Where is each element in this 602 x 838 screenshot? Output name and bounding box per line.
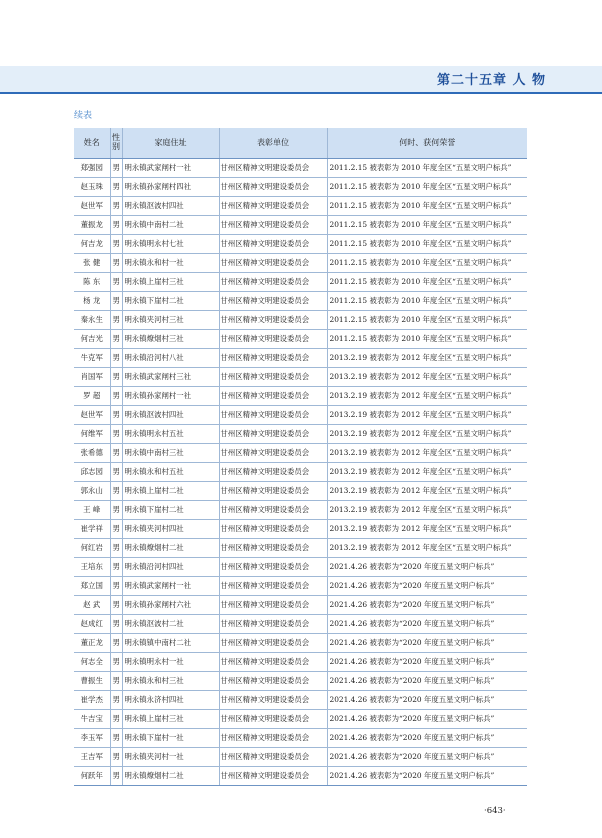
cell-unit: 甘州区精神文明建设委员会 xyxy=(219,482,327,501)
cell-unit: 甘州区精神文明建设委员会 xyxy=(219,349,327,368)
cell-name: 肖国军 xyxy=(74,368,110,387)
cell-honor: 2011.2.15 被表彰为 2010 年度全区“五星文明户标兵” xyxy=(327,273,527,292)
table-row xyxy=(74,178,527,197)
col-header-gender: 性别 xyxy=(110,128,122,159)
cell-gender: 男 xyxy=(110,520,122,539)
cell-unit: 甘州区精神文明建设委员会 xyxy=(219,273,327,292)
cell-name: 王 峰 xyxy=(74,501,110,520)
cell-address: 明永镇明永村七社 xyxy=(122,235,219,254)
header-rule xyxy=(0,92,602,94)
cell-address: 明永镇下崖村一社 xyxy=(122,729,219,748)
cell-name: 陈 东 xyxy=(74,273,110,292)
table-row xyxy=(74,539,527,558)
cell-unit: 甘州区精神文明建设委员会 xyxy=(219,539,327,558)
col-header-address: 家庭住址 xyxy=(122,128,219,159)
cell-gender: 男 xyxy=(110,539,122,558)
cell-gender: 男 xyxy=(110,273,122,292)
cell-address: 明永镇夹河村四社 xyxy=(122,520,219,539)
cell-unit: 甘州区精神文明建设委员会 xyxy=(219,710,327,729)
cell-gender: 男 xyxy=(110,368,122,387)
cell-address: 明永镇孙家闸村四社 xyxy=(122,178,219,197)
table-row xyxy=(74,349,527,368)
cell-unit: 甘州区精神文明建设委员会 xyxy=(219,292,327,311)
cell-unit: 甘州区精神文明建设委员会 xyxy=(219,615,327,634)
table-row xyxy=(74,387,527,406)
table-row xyxy=(74,729,527,748)
cell-name: 郭永山 xyxy=(74,482,110,501)
cell-unit: 甘州区精神文明建设委员会 xyxy=(219,178,327,197)
cell-honor: 2011.2.15 被表彰为 2010 年度全区“五星文明户标兵” xyxy=(327,254,527,273)
cell-name: 秦永生 xyxy=(74,311,110,330)
cell-name: 赵成红 xyxy=(74,615,110,634)
cell-address: 明永镇永济村四社 xyxy=(122,691,219,710)
cell-name: 董振龙 xyxy=(74,216,110,235)
cell-gender: 男 xyxy=(110,710,122,729)
cell-name: 王培东 xyxy=(74,558,110,577)
cell-address: 明永镇燎烟村二社 xyxy=(122,767,219,786)
cell-name: 罗 超 xyxy=(74,387,110,406)
cell-gender: 男 xyxy=(110,159,122,178)
cell-address: 明永镇孙家闸村六社 xyxy=(122,596,219,615)
col-header-name: 姓名 xyxy=(74,128,110,159)
table-row xyxy=(74,691,527,710)
cell-honor: 2021.4.26 被表彰为“2020 年度五星文明户标兵” xyxy=(327,710,527,729)
table-row xyxy=(74,501,527,520)
cell-honor: 2011.2.15 被表彰为 2010 年度全区“五星文明户标兵” xyxy=(327,292,527,311)
cell-address: 明永镇燎烟村三社 xyxy=(122,330,219,349)
table-row xyxy=(74,197,527,216)
cell-address: 明永镇永和村三社 xyxy=(122,672,219,691)
cell-address: 明永镇下崖村二社 xyxy=(122,501,219,520)
cell-honor: 2011.2.15 被表彰为 2010 年度全区“五星文明户标兵” xyxy=(327,197,527,216)
cell-unit: 甘州区精神文明建设委员会 xyxy=(219,558,327,577)
table-row xyxy=(74,444,527,463)
cell-honor: 2021.4.26 被表彰为“2020 年度五星文明户标兵” xyxy=(327,577,527,596)
cell-address: 明永镇中南村二社 xyxy=(122,216,219,235)
cell-honor: 2021.4.26 被表彰为“2020 年度五星文明户标兵” xyxy=(327,558,527,577)
cell-address: 明永镇下崖村二社 xyxy=(122,292,219,311)
cell-name: 张 健 xyxy=(74,254,110,273)
cell-name: 何吉光 xyxy=(74,330,110,349)
cell-gender: 男 xyxy=(110,596,122,615)
cell-unit: 甘州区精神文明建设委员会 xyxy=(219,425,327,444)
table-row xyxy=(74,615,527,634)
col-header-honor: 何时、获何荣誉 xyxy=(327,128,527,159)
table-row xyxy=(74,235,527,254)
cell-unit: 甘州区精神文明建设委员会 xyxy=(219,463,327,482)
cell-name: 郑强园 xyxy=(74,159,110,178)
cell-address: 明永镇沤波村二社 xyxy=(122,615,219,634)
table-header-row xyxy=(74,128,527,159)
cell-gender: 男 xyxy=(110,311,122,330)
cell-gender: 男 xyxy=(110,406,122,425)
cell-name: 赵世军 xyxy=(74,406,110,425)
cell-unit: 甘州区精神文明建设委员会 xyxy=(219,634,327,653)
table-row xyxy=(74,596,527,615)
cell-unit: 甘州区精神文明建设委员会 xyxy=(219,501,327,520)
cell-honor: 2021.4.26 被表彰为“2020 年度五星文明户标兵” xyxy=(327,596,527,615)
cell-unit: 甘州区精神文明建设委员会 xyxy=(219,672,327,691)
cell-gender: 男 xyxy=(110,463,122,482)
cell-address: 明永镇永和村一社 xyxy=(122,254,219,273)
cell-name: 王吉军 xyxy=(74,748,110,767)
cell-address: 明永镇上崖村三社 xyxy=(122,273,219,292)
cell-honor: 2011.2.15 被表彰为 2010 年度全区“五星文明户标兵” xyxy=(327,159,527,178)
cell-unit: 甘州区精神文明建设委员会 xyxy=(219,235,327,254)
chapter-title: 第二十五章 人 物 xyxy=(436,73,546,88)
cell-address: 明永镇武家闸村三社 xyxy=(122,368,219,387)
cell-name: 崔学杰 xyxy=(74,691,110,710)
cell-gender: 男 xyxy=(110,235,122,254)
cell-honor: 2011.2.15 被表彰为 2010 年度全区“五星文明户标兵” xyxy=(327,330,527,349)
cell-name: 杨 龙 xyxy=(74,292,110,311)
cell-honor: 2021.4.26 被表彰为“2020 年度五星文明户标兵” xyxy=(327,634,527,653)
cell-unit: 甘州区精神文明建设委员会 xyxy=(219,197,327,216)
cell-unit: 甘州区精神文明建设委员会 xyxy=(219,311,327,330)
cell-unit: 甘州区精神文明建设委员会 xyxy=(219,330,327,349)
cell-gender: 男 xyxy=(110,615,122,634)
cell-gender: 男 xyxy=(110,729,122,748)
cell-gender: 男 xyxy=(110,292,122,311)
cell-address: 明永镇沿河村八社 xyxy=(122,349,219,368)
cell-name: 张希德 xyxy=(74,444,110,463)
cell-gender: 男 xyxy=(110,444,122,463)
cell-address: 明永镇镇中南村二社 xyxy=(122,634,219,653)
cell-name: 何红岩 xyxy=(74,539,110,558)
cell-gender: 男 xyxy=(110,387,122,406)
cell-honor: 2011.2.15 被表彰为 2010 年度全区“五星文明户标兵” xyxy=(327,178,527,197)
cell-name: 赵玉珠 xyxy=(74,178,110,197)
table-row xyxy=(74,577,527,596)
cell-unit: 甘州区精神文明建设委员会 xyxy=(219,368,327,387)
cell-honor: 2021.4.26 被表彰为“2020 年度五星文明户标兵” xyxy=(327,653,527,672)
table-row xyxy=(74,672,527,691)
cell-unit: 甘州区精神文明建设委员会 xyxy=(219,596,327,615)
table-row xyxy=(74,653,527,672)
cell-address: 明永镇武家闸村一社 xyxy=(122,159,219,178)
cell-gender: 男 xyxy=(110,254,122,273)
cell-name: 赵 武 xyxy=(74,596,110,615)
cell-name: 崔学祥 xyxy=(74,520,110,539)
cell-address: 明永镇永和村五社 xyxy=(122,463,219,482)
cell-name: 何跃年 xyxy=(74,767,110,786)
cell-honor: 2011.2.15 被表彰为 2010 年度全区“五星文明户标兵” xyxy=(327,235,527,254)
cell-honor: 2013.2.19 被表彰为 2012 年度全区“五星文明户标兵” xyxy=(327,368,527,387)
cell-name: 李玉军 xyxy=(74,729,110,748)
cell-gender: 男 xyxy=(110,748,122,767)
cell-gender: 男 xyxy=(110,197,122,216)
cell-unit: 甘州区精神文明建设委员会 xyxy=(219,748,327,767)
cell-honor: 2021.4.26 被表彰为“2020 年度五星文明户标兵” xyxy=(327,691,527,710)
cell-gender: 男 xyxy=(110,482,122,501)
table-row xyxy=(74,767,527,786)
col-header-unit: 表彰单位 xyxy=(219,128,327,159)
cell-gender: 男 xyxy=(110,425,122,444)
cell-honor: 2021.4.26 被表彰为“2020 年度五星文明户标兵” xyxy=(327,748,527,767)
cell-name: 牛克军 xyxy=(74,349,110,368)
cell-honor: 2013.2.19 被表彰为 2012 年度全区“五星文明户标兵” xyxy=(327,349,527,368)
cell-honor: 2011.2.15 被表彰为 2010 年度全区“五星文明户标兵” xyxy=(327,216,527,235)
table-row xyxy=(74,330,527,349)
cell-unit: 甘州区精神文明建设委员会 xyxy=(219,159,327,178)
table-row xyxy=(74,254,527,273)
cell-honor: 2013.2.19 被表彰为 2012 年度全区“五星文明户标兵” xyxy=(327,406,527,425)
cell-honor: 2021.4.26 被表彰为“2020 年度五星文明户标兵” xyxy=(327,767,527,786)
table-row xyxy=(74,520,527,539)
table-row xyxy=(74,292,527,311)
table-row xyxy=(74,216,527,235)
continued-label: 续表 xyxy=(74,111,93,121)
cell-address: 明永镇沤波村四社 xyxy=(122,197,219,216)
honor-table xyxy=(74,128,527,786)
cell-name: 赵世军 xyxy=(74,197,110,216)
cell-unit: 甘州区精神文明建设委员会 xyxy=(219,444,327,463)
cell-unit: 甘州区精神文明建设委员会 xyxy=(219,387,327,406)
cell-address: 明永镇上崖村三社 xyxy=(122,710,219,729)
cell-honor: 2013.2.19 被表彰为 2012 年度全区“五星文明户标兵” xyxy=(327,444,527,463)
cell-honor: 2021.4.26 被表彰为“2020 年度五星文明户标兵” xyxy=(327,729,527,748)
cell-address: 明永镇孙家闸村一社 xyxy=(122,387,219,406)
cell-unit: 甘州区精神文明建设委员会 xyxy=(219,729,327,748)
cell-unit: 甘州区精神文明建设委员会 xyxy=(219,767,327,786)
cell-name: 牛吉宝 xyxy=(74,710,110,729)
cell-name: 何志全 xyxy=(74,653,110,672)
cell-gender: 男 xyxy=(110,577,122,596)
cell-unit: 甘州区精神文明建设委员会 xyxy=(219,216,327,235)
cell-gender: 男 xyxy=(110,349,122,368)
cell-honor: 2013.2.19 被表彰为 2012 年度全区“五星文明户标兵” xyxy=(327,482,527,501)
page-number: ·643· xyxy=(484,806,506,816)
cell-address: 明永镇沤波村四社 xyxy=(122,406,219,425)
table-row xyxy=(74,710,527,729)
cell-gender: 男 xyxy=(110,634,122,653)
cell-gender: 男 xyxy=(110,558,122,577)
cell-unit: 甘州区精神文明建设委员会 xyxy=(219,520,327,539)
cell-name: 曹振生 xyxy=(74,672,110,691)
cell-honor: 2021.4.26 被表彰为“2020 年度五星文明户标兵” xyxy=(327,615,527,634)
cell-address: 明永镇上崖村二社 xyxy=(122,482,219,501)
cell-unit: 甘州区精神文明建设委员会 xyxy=(219,691,327,710)
cell-address: 明永镇中南村三社 xyxy=(122,444,219,463)
cell-address: 明永镇明永村五社 xyxy=(122,425,219,444)
table-row xyxy=(74,368,527,387)
cell-address: 明永镇武家闸村一社 xyxy=(122,577,219,596)
cell-address: 明永镇夹河村三社 xyxy=(122,311,219,330)
cell-honor: 2013.2.19 被表彰为 2012 年度全区“五星文明户标兵” xyxy=(327,463,527,482)
table-row xyxy=(74,273,527,292)
cell-honor: 2011.2.15 被表彰为 2010 年度全区“五星文明户标兵” xyxy=(327,311,527,330)
cell-unit: 甘州区精神文明建设委员会 xyxy=(219,577,327,596)
cell-gender: 男 xyxy=(110,672,122,691)
cell-unit: 甘州区精神文明建设委员会 xyxy=(219,254,327,273)
cell-address: 明永镇燎烟村二社 xyxy=(122,539,219,558)
table-row xyxy=(74,748,527,767)
table-row xyxy=(74,463,527,482)
table-row xyxy=(74,159,527,178)
cell-name: 何维军 xyxy=(74,425,110,444)
cell-gender: 男 xyxy=(110,653,122,672)
cell-address: 明永镇明永村一社 xyxy=(122,653,219,672)
table-row xyxy=(74,425,527,444)
cell-gender: 男 xyxy=(110,178,122,197)
cell-honor: 2013.2.19 被表彰为 2012 年度全区“五星文明户标兵” xyxy=(327,425,527,444)
cell-honor: 2021.4.26 被表彰为“2020 年度五星文明户标兵” xyxy=(327,672,527,691)
cell-gender: 男 xyxy=(110,691,122,710)
cell-address: 明永镇夹河村一社 xyxy=(122,748,219,767)
cell-gender: 男 xyxy=(110,330,122,349)
cell-name: 何吉龙 xyxy=(74,235,110,254)
cell-gender: 男 xyxy=(110,501,122,520)
cell-name: 董正龙 xyxy=(74,634,110,653)
table-row xyxy=(74,406,527,425)
cell-gender: 男 xyxy=(110,767,122,786)
cell-name: 郑立国 xyxy=(74,577,110,596)
cell-unit: 甘州区精神文明建设委员会 xyxy=(219,406,327,425)
cell-honor: 2013.2.19 被表彰为 2012 年度全区“五星文明户标兵” xyxy=(327,387,527,406)
table-body xyxy=(74,159,527,786)
cell-honor: 2013.2.19 被表彰为 2012 年度全区“五星文明户标兵” xyxy=(327,520,527,539)
table-row xyxy=(74,482,527,501)
cell-gender: 男 xyxy=(110,216,122,235)
cell-unit: 甘州区精神文明建设委员会 xyxy=(219,653,327,672)
cell-honor: 2013.2.19 被表彰为 2012 年度全区“五星文明户标兵” xyxy=(327,501,527,520)
cell-address: 明永镇沿河村四社 xyxy=(122,558,219,577)
table-row xyxy=(74,634,527,653)
table-row xyxy=(74,558,527,577)
cell-honor: 2013.2.19 被表彰为 2012 年度全区“五星文明户标兵” xyxy=(327,539,527,558)
cell-name: 邱志园 xyxy=(74,463,110,482)
table-row xyxy=(74,311,527,330)
